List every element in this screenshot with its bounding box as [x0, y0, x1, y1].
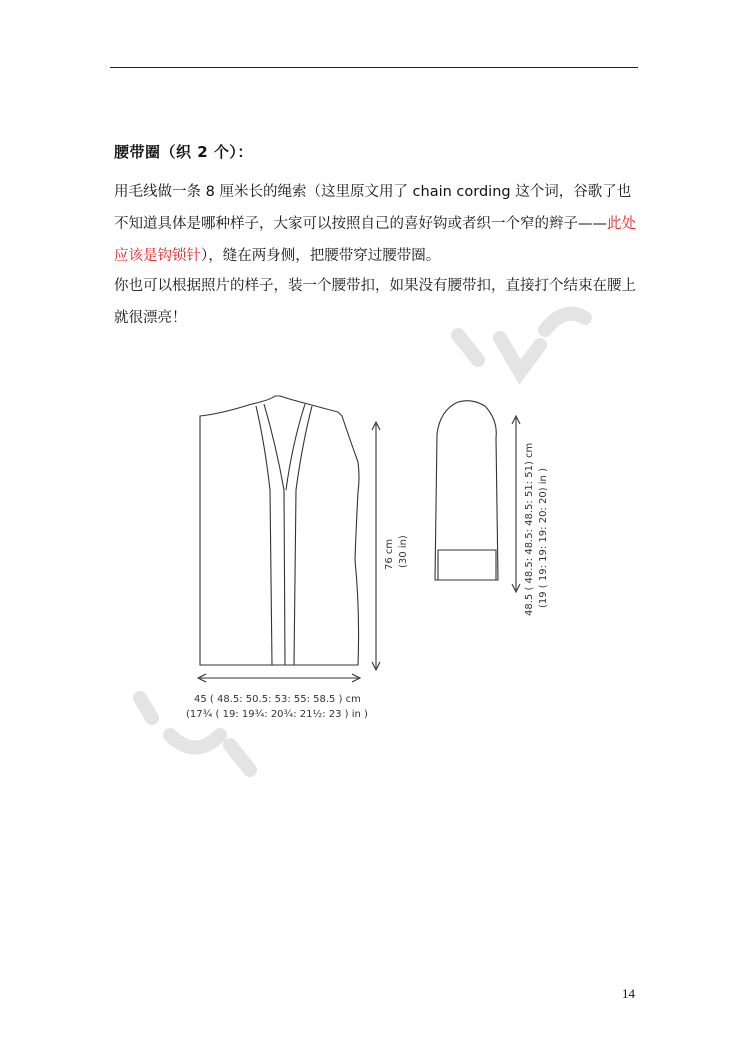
front-band-left-inner	[264, 404, 285, 665]
paragraph-belt-loop-instructions	[114, 176, 644, 272]
garment-schematic	[180, 380, 580, 730]
length-label-cm: 76 cm	[384, 538, 395, 570]
page-number: 14	[622, 986, 635, 1001]
section-title: 腰带圈（织 2 个）：	[114, 143, 253, 161]
paragraph-text: 用毛线做一条 8 厘米长的绳索（这里原文用了 chain cording 这个词，谷歌了也不知道具体是哪种样子，大家可以按照自己的喜好钩或者织一个窄的辫子——	[114, 184, 632, 232]
header-rule	[110, 67, 638, 68]
sleeve-outline	[435, 401, 498, 580]
width-label-in: (17¾ ( 19: 19¾: 20¾: 21½: 23 ) in )	[186, 709, 368, 720]
front-band-left	[256, 406, 272, 665]
sleeve-label-in: (19 ( 19: 19: 19: 20: 20) in )	[538, 468, 549, 608]
body-outline	[200, 396, 359, 665]
front-band-right	[294, 406, 312, 665]
front-band-right-inner	[286, 404, 305, 490]
highlight-note: 此处应该是钩锁针	[114, 216, 636, 264]
width-label-cm: 45 ( 48.5: 50.5: 53: 55: 58.5 ) cm	[194, 694, 361, 705]
paragraph-text-end: ），缝在两身侧，把腰带穿过腰带圈。	[201, 248, 441, 264]
sleeve-cuff	[438, 550, 496, 580]
length-label-in: (30 in)	[398, 535, 409, 568]
sleeve-label-cm: 48.5 ( 48.5: 48.5: 48.5: 51: 51) cm	[524, 442, 535, 616]
paragraph-belt-buckle-note: 你也可以根据照片的样子，装一个腰带扣，如果没有腰带扣，直接打个结束在腰上就很漂亮！	[114, 278, 636, 326]
